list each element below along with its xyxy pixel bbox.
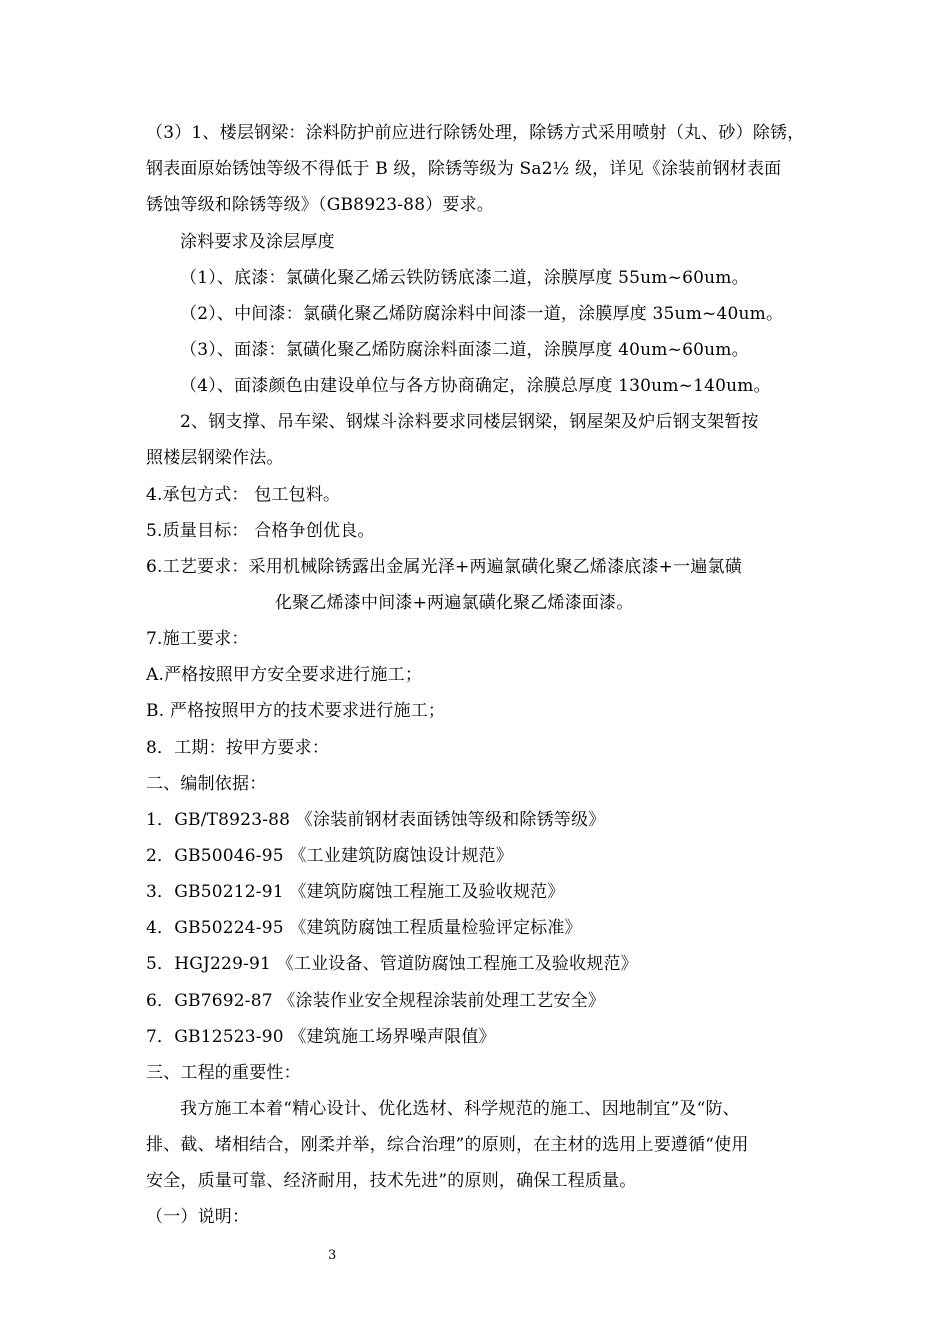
section-heading: 二、编制依据： [146, 774, 267, 794]
list-item: （4）、面漆颜色由建设单位与各方协商确定，涂膜总厚度 130um~140um。 [180, 376, 771, 396]
paragraph-line: 2、钢支撑、吊车梁、钢煤斗涂料要求同楼层钢梁，钢屋架及炉后钢支架暂按 [180, 412, 759, 432]
list-item: 1．GB/T8923-88 《涂装前钢材表面锈蚀等级和除锈等级》 [146, 810, 606, 830]
list-item: 7．GB12523-90 《建筑施工场界噪声限值》 [146, 1027, 496, 1047]
list-item: （3）、面漆：氯磺化聚乙烯防腐涂料面漆二道，涂膜厚度 40um~60um。 [180, 340, 749, 360]
paragraph-line: 钢表面原始锈蚀等级不得低于 B 级，除锈等级为 Sa2½ 级，详见《涂装前钢材表面 [146, 159, 782, 179]
section-heading: （一）说明： [146, 1207, 250, 1227]
list-item: 4．GB50224-95 《建筑防腐蚀工程质量检验评定标准》 [146, 918, 582, 938]
paragraph-line: 锈蚀等级和除锈等级》（GB8923-88）要求。 [146, 195, 495, 215]
list-item: 5.质量目标： 合格争创优良。 [146, 521, 375, 541]
list-item: A.严格按照甲方安全要求进行施工； [146, 665, 423, 685]
paragraph-line: 排、截、堵相结合，刚柔并举，综合治理”的原则，在主材的选用上要遵循“使用 [146, 1135, 749, 1155]
paragraph-line: 照楼层钢梁作法。 [146, 448, 284, 468]
list-item: 2．GB50046-95 《工业建筑防腐蚀设计规范》 [146, 846, 513, 866]
list-item: 3．GB50212-91 《建筑防腐蚀工程施工及验收规范》 [146, 882, 565, 902]
list-item: 6．GB7692-87 《涂装作业安全规程涂装前处理工艺安全》 [146, 991, 606, 1011]
list-item: 7.施工要求： [146, 629, 249, 649]
list-item: 4.承包方式： 包工包料。 [146, 485, 341, 505]
paragraph-line: 化聚乙烯漆中间漆+两遍氯磺化聚乙烯漆面漆。 [275, 593, 634, 613]
paragraph-line: （3）1、楼层钢梁：涂料防护前应进行除锈处理，除锈方式采用喷射（丸、砂）除锈， [146, 123, 805, 143]
list-item: （1）、底漆：氯磺化聚乙烯云铁防锈底漆二道，涂膜厚度 55um~60um。 [180, 268, 749, 288]
paragraph-line: 我方施工本着“精心设计、优化选材、科学规范的施工、因地制宜”及“防、 [180, 1099, 740, 1119]
list-item: （2）、中间漆：氯磺化聚乙烯防腐涂料中间漆一道，涂膜厚度 35um~40um。 [180, 304, 784, 324]
section-heading: 涂料要求及涂层厚度 [180, 232, 335, 252]
list-item: 6.工艺要求：采用机械除锈露出金属光泽+两遍氯磺化聚乙烯漆底漆+一遍氯磺 [146, 557, 742, 577]
list-item: B. 严格按照甲方的技术要求进行施工； [146, 701, 446, 721]
section-heading: 三、工程的重要性： [146, 1063, 301, 1083]
paragraph-line: 安全，质量可靠、经济耐用，技术先进”的原则，确保工程质量。 [146, 1171, 637, 1191]
page-number: 3 [328, 1248, 337, 1263]
list-item: 8．工期：按甲方要求： [146, 738, 330, 758]
list-item: 5．HGJ229-91 《工业设备、管道防腐蚀工程施工及验收规范》 [146, 954, 638, 974]
